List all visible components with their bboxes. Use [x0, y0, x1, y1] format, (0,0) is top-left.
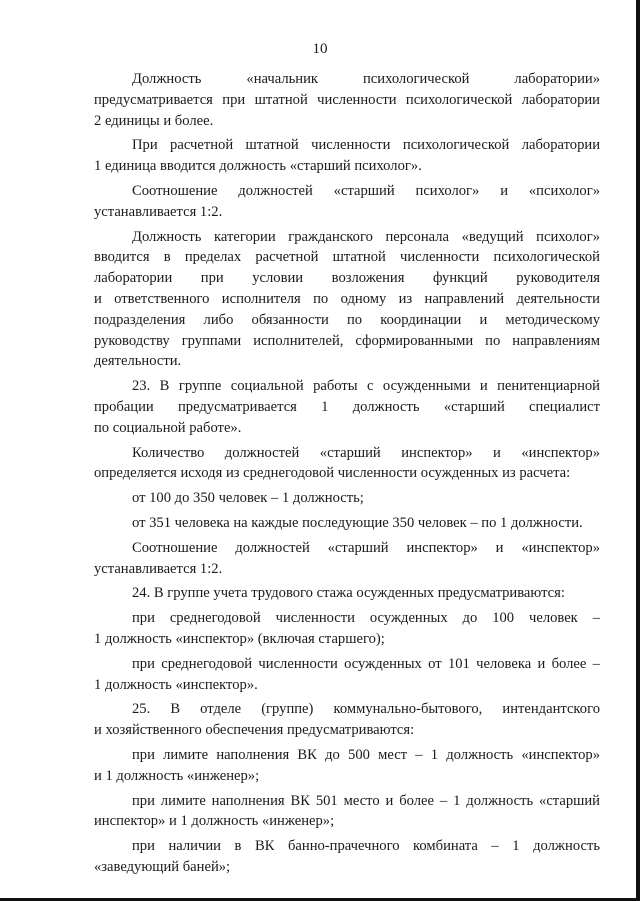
paragraph-line: лаборатории при условии возложения функций руководителя [94, 270, 600, 287]
paragraph-line: при среднегодовой численности осужденных до 100 человек – [132, 610, 600, 627]
paragraph-line: Количество должностей «старший инспектор» и «инспектор» [132, 444, 600, 461]
paragraph-line: и хозяйственного обеспечения предусматриваются: [94, 722, 415, 739]
paragraph-line: при лимите наполнения ВК до 500 мест – 1 должность «инспектор» [132, 746, 600, 763]
paragraph-head-of-lab [94, 69, 600, 131]
paragraph-range-351 [94, 513, 600, 534]
paragraph-line: 23. В группе социальной работы с осужденными и пенитенциарной [132, 378, 600, 395]
paragraph-line: по социальной работе». [94, 419, 242, 436]
paragraph-line: Соотношение должностей «старший психолог» и «психолог» [132, 182, 600, 199]
paragraph-inspector-count [94, 443, 600, 485]
paragraph-line: 1 должность «инспектор» (включая старшего); [94, 630, 385, 647]
paragraph-limit-500 [94, 745, 600, 787]
paragraph-line: предусматривается при штатной численности психологической лаборатории [94, 91, 600, 108]
paragraph-bath-complex [94, 836, 600, 878]
paragraph-line: от 351 человека на каждые последующие 350 человек – по 1 должности. [132, 514, 583, 531]
paragraph-psychologist-ratio [94, 181, 600, 223]
paragraph-line: руководству группами исполнителей, сформированными по направлениям [94, 332, 600, 349]
paragraph-line: Соотношение должностей «старший инспектор» и «инспектор» [132, 539, 600, 556]
document-body [94, 69, 600, 882]
paragraph-line: при лимите наполнения ВК 501 место и более – 1 должность «старший [132, 792, 600, 809]
paragraph-item-23 [94, 376, 600, 438]
paragraph-inspector-ratio [94, 538, 600, 580]
paragraph-line: 2 единицы и более. [94, 112, 214, 129]
paragraph-line: При расчетной штатной численности психологической лаборатории [132, 137, 600, 154]
paragraph-line: Должность категории гражданского персонала «ведущий психолог» [132, 228, 600, 245]
paragraph-line: вводится в пределах расчетной штатной численности психологической [94, 249, 600, 266]
paragraph-item-24 [94, 583, 600, 604]
paragraph-line: деятельности. [94, 353, 182, 370]
paragraph-range-100-350 [94, 488, 600, 509]
paragraph-line: 25. В отделе (группе) коммунально-бытового, интендантского [132, 701, 600, 718]
paragraph-line: «заведующий баней»; [94, 858, 231, 875]
paragraph-line: 24. В группе учета трудового стажа осужденных предусматриваются: [132, 585, 565, 602]
paragraph-line: при наличии в ВК банно-прачечного комбината – 1 должность [132, 838, 600, 855]
paragraph-line: и 1 должность «инженер»; [94, 767, 260, 784]
paragraph-line: Должность «начальник психологической лаборатории» [132, 71, 600, 87]
paragraph-line: при среднегодовой численности осужденных от 101 человека и более – [132, 655, 600, 672]
paragraph-line: определяется исходя из среднегодовой численности осужденных из расчета: [94, 465, 571, 482]
paragraph-item-25 [94, 699, 600, 741]
paragraph-line: инспектор» и 1 должность «инженер»; [94, 813, 335, 830]
paragraph-line: 1 единица вводится должность «старший психолог». [94, 158, 422, 175]
paragraph-lead-psychologist [94, 227, 600, 373]
paragraph-line: и ответственного исполнителя по одному из направлений деятельности [94, 290, 600, 307]
paragraph-senior-psychologist [94, 135, 600, 177]
page-number: 10 [312, 41, 328, 57]
paragraph-line: 1 должность «инспектор». [94, 676, 258, 693]
scan-edge-right [636, 0, 640, 901]
paragraph-over-101 [94, 654, 600, 696]
paragraph-under-100 [94, 608, 600, 650]
paragraph-line: пробации предусматривается 1 должность «старший специалист [94, 398, 600, 415]
paragraph-limit-501 [94, 791, 600, 833]
paragraph-line: от 100 до 350 человек – 1 должность; [132, 490, 364, 507]
paragraph-line: устанавливается 1:2. [94, 203, 223, 220]
paragraph-line: подразделения либо обязанности по координации и методическому [94, 311, 600, 328]
paragraph-line: устанавливается 1:2. [94, 560, 223, 577]
